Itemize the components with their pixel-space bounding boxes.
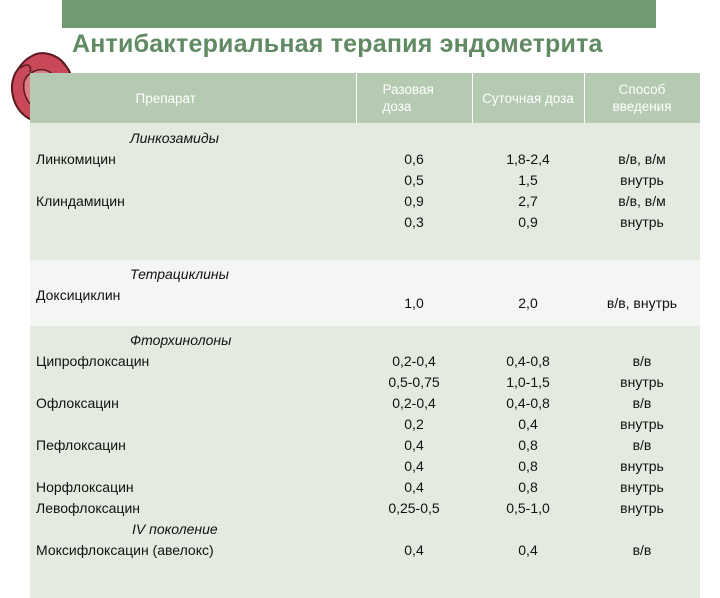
dose-value: 0,2-0,4 (392, 353, 436, 369)
dose-value: 0,2 (404, 416, 424, 432)
route-value: внутрь (620, 374, 664, 390)
dose-value: 0,5 (404, 172, 424, 188)
drug-name: Клиндамицин (36, 193, 125, 209)
drug-name: Левофлоксацин (36, 500, 141, 516)
dose-value: 1,8-2,4 (506, 151, 550, 167)
dose-value: 0,4 (404, 437, 424, 453)
dose-value: 0,4-0,8 (506, 395, 550, 411)
drug-name (36, 414, 356, 435)
route-cell (584, 326, 700, 598)
drug-name (36, 372, 356, 393)
single-dose-cell (356, 123, 472, 260)
route-value: внутрь (620, 479, 664, 495)
dose-value: 0,9 (404, 193, 424, 209)
table-row (30, 123, 700, 260)
subgroup-label: IV поколение (132, 521, 218, 537)
route-value: в/в, в/м (618, 151, 666, 167)
header-daily-dose: Суточная доза (472, 73, 584, 123)
route-cell: в/в, внутрь (584, 260, 700, 326)
dose-value: 0,6 (404, 151, 424, 167)
header-single-dose: Разовая доза (356, 73, 472, 123)
header-route: Способ введения (584, 73, 700, 123)
dose-value: 0,3 (404, 214, 424, 230)
drug-name (36, 456, 356, 477)
daily-dose-cell: 2,0 (472, 260, 584, 326)
dose-value: 0,25-0,5 (388, 500, 440, 516)
drug-name: Доксициклин (36, 287, 121, 303)
dose-value: 0,8 (518, 458, 538, 474)
route-value: в/в (632, 395, 652, 411)
route-value: в/в, в/м (618, 193, 666, 209)
route-value: внутрь (620, 458, 664, 474)
drug-name: Линкомицин (36, 151, 116, 167)
drug-cell (30, 123, 356, 260)
route-cell (584, 123, 700, 260)
dose-value: 0,9 (518, 214, 538, 230)
group-label: Тетрациклины (130, 266, 229, 282)
drug-name (36, 170, 356, 191)
route-value: в/в (632, 353, 652, 369)
drug-name: Норфлоксацин (36, 479, 134, 495)
dose-value: 0,5-0,75 (388, 374, 440, 390)
daily-dose-cell (472, 326, 584, 598)
header-row (30, 73, 700, 123)
page-title: Антибактериальная терапия эндометрита (72, 30, 603, 58)
antibiotic-table (30, 73, 701, 598)
daily-dose-cell (472, 123, 584, 260)
single-dose-cell (356, 326, 472, 598)
group-label: Фторхинолоны (130, 332, 232, 348)
dose-value: 0,4 (404, 479, 424, 495)
route-value (584, 519, 700, 540)
dose-value (356, 519, 472, 540)
dose-value: 0,4-0,8 (506, 353, 550, 369)
route-value: в/в (632, 542, 652, 558)
table-row (30, 326, 700, 598)
dose-value (472, 519, 584, 540)
group-label: Линкозамиды (130, 130, 219, 146)
route-value: внутрь (620, 172, 664, 188)
route-value: внутрь (620, 500, 664, 516)
top-bar (62, 0, 656, 28)
dose-value: 0,4 (404, 542, 424, 558)
dose-value: 2,7 (518, 193, 538, 209)
header-drug: Препарат (30, 73, 356, 123)
drug-cell (30, 260, 356, 326)
single-dose-cell: 1,0 (356, 260, 472, 326)
drug-name: Моксифлоксацин (авелокс) (36, 542, 214, 558)
dose-value: 0,8 (518, 479, 538, 495)
dose-value: 0,4 (518, 542, 538, 558)
route-value: внутрь (620, 416, 664, 432)
drug-name: Пефлоксацин (36, 437, 126, 453)
dose-value: 0,5-1,0 (506, 500, 550, 516)
dose-value: 0,4 (404, 458, 424, 474)
dose-value: 0,8 (518, 437, 538, 453)
dose-value: 1,5 (518, 172, 538, 188)
dose-value: 0,4 (518, 416, 538, 432)
route-value: внутрь (620, 214, 664, 230)
table-row (30, 260, 700, 326)
dose-value: 1,0-1,5 (506, 374, 550, 390)
drug-name: Офлоксацин (36, 395, 119, 411)
drug-cell (30, 326, 356, 598)
drug-name: Ципрофлоксацин (36, 353, 150, 369)
dose-value: 0,2-0,4 (392, 395, 436, 411)
route-value: в/в (632, 437, 652, 453)
